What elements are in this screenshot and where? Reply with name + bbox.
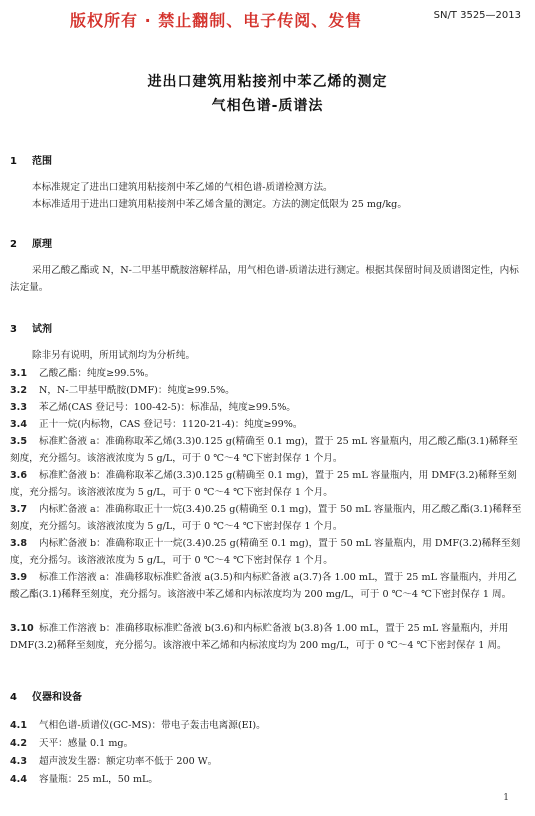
list-item — [10, 771, 522, 788]
item-number: 3.1 — [10, 368, 27, 379]
list-item — [10, 416, 522, 433]
section-number: 4 — [10, 692, 17, 703]
item-text: N，N-二甲基甲酰胺(DMF)：纯度≥99.5%。 — [39, 385, 235, 396]
item-number: 3.10 — [10, 623, 34, 634]
section-heading-apparatus — [10, 688, 82, 703]
paragraph — [10, 262, 522, 296]
item-number: 3.3 — [10, 402, 27, 413]
item-text: 标准工作溶液 a：准确移取标准贮备液 a(3.5)和内标贮备液 a(3.7)各 1.00 mL，置于 25 mL 容量瓶内，并用乙酸乙酯(3.1)稀释至刻度，充分摇匀。该溶液中苯乙烯和内标浓度均为 200 mg/L，可于 0 ℃～4 ℃下密封保存 1 周。 — [10, 572, 517, 600]
list-item — [10, 717, 522, 734]
item-text: 容量瓶：25 mL，50 mL。 — [39, 774, 159, 785]
section-title: 仪器和设备 — [32, 692, 82, 703]
section-number: 1 — [10, 156, 17, 167]
item-number: 4.2 — [10, 738, 27, 749]
list-item — [10, 535, 522, 569]
list-item — [10, 569, 522, 603]
section-number: 3 — [10, 324, 17, 335]
document-title: 进出口建筑用粘接剂中苯乙烯的测定 — [147, 74, 388, 90]
paragraph — [10, 179, 522, 196]
item-text: 苯乙烯(CAS 登记号：100-42-5)：标准品，纯度≥99.5%。 — [39, 402, 296, 413]
list-item — [10, 365, 522, 382]
section-title: 试剂 — [32, 324, 52, 335]
document-subtitle: 气相色谱-质谱法 — [211, 98, 324, 114]
item-number: 4.1 — [10, 720, 27, 731]
item-number: 3.8 — [10, 538, 27, 549]
paragraph-text: 本标准规定了进出口建筑用粘接剂中苯乙烯的气相色谱-质谱检测方法。 — [32, 182, 333, 193]
list-item — [10, 433, 522, 467]
paragraph — [10, 196, 522, 213]
section-title: 原理 — [32, 239, 52, 250]
item-number: 3.4 — [10, 419, 27, 430]
item-number: 3.9 — [10, 572, 27, 583]
item-number: 3.6 — [10, 470, 27, 481]
page-number: 1 — [503, 793, 509, 803]
list-item — [10, 399, 522, 416]
paragraph-text: 本标准适用于进出口建筑用粘接剂中苯乙烯含量的测定。方法的测定低限为 25 mg/kg。 — [32, 199, 407, 210]
item-text: 标准贮备液 a：准确称取苯乙烯(3.3)0.125 g(精确至 0.1 mg)，置于 25 mL 容量瓶内，用乙酸乙酯(3.1)稀释至刻度，充分摇匀。该溶液浓度为 5 g/L，可于 0 ℃～4 ℃下密封保存 1 个月。 — [10, 436, 518, 464]
section-heading-reagents — [10, 320, 52, 335]
item-number: 4.4 — [10, 774, 27, 785]
list-item — [10, 620, 522, 654]
list-item — [10, 735, 522, 752]
item-text: 内标贮备液 a：准确称取正十一烷(3.4)0.25 g(精确至 0.1 mg)，置于 50 mL 容量瓶内，用乙酸乙酯(3.1)稀释至刻度，充分摇匀。该溶液浓度为 5 g/L，可于 0 ℃～4 ℃下密封保存 1 个月。 — [10, 504, 522, 532]
item-text: 内标贮备液 b：准确称取正十一烷(3.4)0.25 g(精确至 0.1 mg)，置于 50 mL 容量瓶内，用 DMF(3.2)稀释至刻度，充分摇匀。该溶液浓度为 5 g/L，可于 0 ℃～4 ℃下密封保存 1 个月。 — [10, 538, 521, 566]
copyright-watermark: 版权所有 · 禁止翻制、电子传阅、发售 — [70, 11, 363, 30]
section-title: 范围 — [32, 156, 52, 167]
item-text: 标准工作溶液 b：准确移取标准贮备液 b(3.6)和内标贮备液 b(3.8)各 1.00 mL，置于 25 mL 容量瓶内，并用 DMF(3.2)稀释至刻度，充分摇匀。该溶液中苯乙烯和内标浓度均为 200 mg/L，可于 0 ℃～4 ℃下密封保存 1 周。 — [10, 623, 509, 651]
list-item — [10, 753, 522, 770]
item-text: 天平：感量 0.1 mg。 — [39, 738, 134, 749]
item-text: 气相色谱-质谱仪(GC-MS)：带电子轰击电离源(EI)。 — [39, 720, 266, 731]
item-number: 4.3 — [10, 756, 27, 767]
item-text: 乙酸乙酯：纯度≥99.5%。 — [39, 368, 155, 379]
section-number: 2 — [10, 239, 17, 250]
item-number: 3.2 — [10, 385, 27, 396]
paragraph — [10, 347, 522, 364]
paragraph-text: 除非另有说明，所用试剂均为分析纯。 — [32, 350, 196, 361]
paragraph-text: 采用乙酸乙酯或 N，N-二甲基甲酰胺溶解样品，用气相色谱-质谱法进行测定。根据其保留时间及质谱图定性，内标法定量。 — [10, 265, 519, 293]
standard-code: SN/T 3525—2013 — [433, 10, 521, 21]
item-number: 3.7 — [10, 504, 27, 515]
item-text: 正十一烷(内标物，CAS 登记号：1120-21-4)：纯度≥99%。 — [39, 419, 303, 430]
item-text: 标准贮备液 b：准确称取苯乙烯(3.3)0.125 g(精确至 0.1 mg)，置于 25 mL 容量瓶内，用 DMF(3.2)稀释至刻度，充分摇匀。该溶液浓度为 5 g/L，可于 0 ℃～4 ℃下密封保存 1 个月。 — [10, 470, 517, 498]
list-item — [10, 382, 522, 399]
list-item — [10, 467, 522, 501]
item-number: 3.5 — [10, 436, 27, 447]
item-text: 超声波发生器：额定功率不低于 200 W。 — [39, 756, 218, 767]
section-heading-principle — [10, 235, 52, 250]
list-item — [10, 501, 522, 535]
section-heading-scope — [10, 152, 52, 167]
